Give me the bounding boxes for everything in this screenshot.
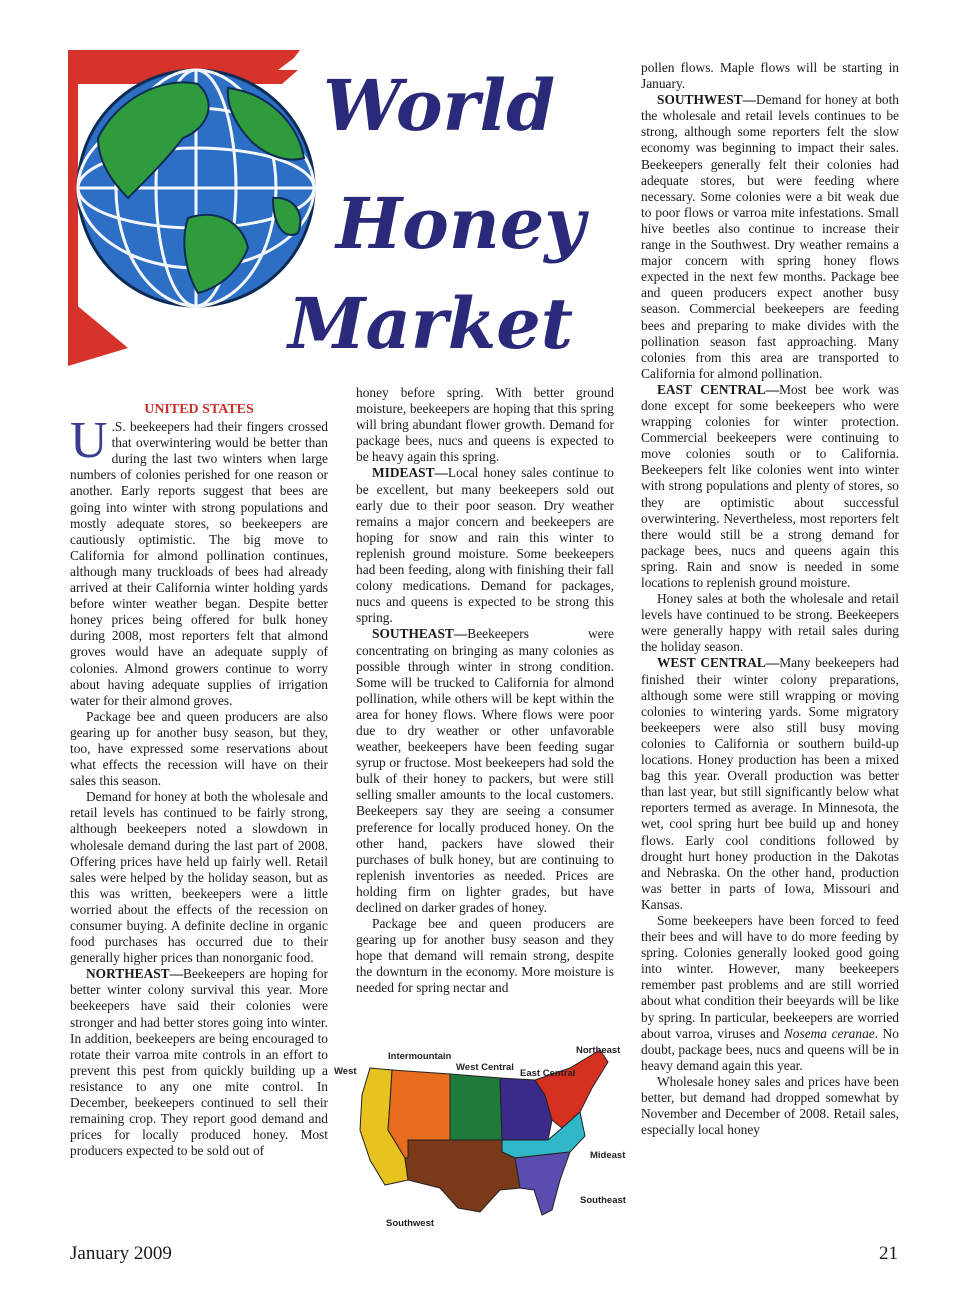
- section-heading: UNITED STATES: [144, 402, 254, 417]
- region-heading-southwest: SOUTHWEST—: [657, 92, 756, 108]
- map-label-intermountain: Intermountain: [388, 1051, 452, 1062]
- title-line-2: Honey: [336, 182, 585, 265]
- paragraph-text: . No doubt, package bees, nucs and queens will be in heavy demand again this year.: [641, 1025, 900, 1073]
- map-label-southwest: Southwest: [386, 1218, 435, 1229]
- map-region-southeast: [515, 1152, 570, 1215]
- globe-icon: [78, 70, 314, 306]
- paragraph: [641, 382, 899, 591]
- region-heading-northeast: NORTHEAST—: [86, 966, 184, 982]
- paragraph: honey before spring. With better ground moisture, beekeepers are hoping that this spring will bring abundant flower growth. Demand for package bees, nucs and queens is expected to be heavy again this spring.: [356, 385, 614, 465]
- paragraph: [70, 966, 328, 1159]
- paragraph: [641, 92, 899, 382]
- paragraph: [356, 465, 614, 626]
- region-heading-west-central: WEST CENTRAL—: [657, 655, 780, 671]
- drop-cap: U: [70, 412, 108, 470]
- paragraph: Package bee and queen producers are gearing up for another busy season and they hope that demand will remain strong, despite the downturn in the economy. More moisture is needed for spring nectar and: [356, 916, 614, 996]
- paragraph-text: .S. beekeepers had their fingers crossed that overwintering would be better than during the last two winters when large numbers of colonies perished for one reason or another. Early reports suggest that bees are going into winter with strong populations and mostly adequate stores, so beekeepers are cautiously optimistic. The big move to California for almond pollination continues, although many truckloads of bees had already arrived at their California winter holding yards before winter weather began. Despite better honey prices being offered for bulk honey during 2008, most reporters felt that almond groves would have an adequate supply of colonies. Almond growers continue to worry about having adequate supplies of irrigation water for their almond groves.: [70, 419, 328, 708]
- paragraph-text: Most bee work was done except for some beekeepers who were wrapping colonies for winter protection. Commercial beekeepers were continuing to move colonies south or to California. Beekeepers felt like colonies went into winter with strong populations and plenty of stores, so they are optimistic about successful overwintering. Nevertheless, most reporters felt there would still be a strong demand for package bees, nucs and queens again this spring. Rain and snow is needed in some locations to replenish ground moisture.: [641, 381, 899, 590]
- map-label-southeast: Southeast: [580, 1195, 626, 1206]
- paragraph: Demand for honey at both the wholesale and retail levels has continued to be fairly strong, although beekeepers noted a slowdown in wholesale demand during the last part of 2008. Offering prices have held up fairly well. Retail sales were helped by the holiday season, but as this was written, beekeepers were a little worried about the effects of the recession on consumer buying. A definite decline in organic food purchases has occurred due to their generally higher prices than nonorganic food.: [70, 789, 328, 966]
- paragraph: [356, 626, 614, 916]
- paragraph: Honey sales at both the wholesale and retail levels have continued to be strong. Beekeepers were generally happy with retail sales during the holiday season.: [641, 591, 899, 655]
- paragraph: Package bee and queen producers are also gearing up for another busy season, but they, too, have expressed some reservations about what effects the recession will have on their sales this season.: [70, 708, 328, 789]
- map-label-northeast: Northeast: [576, 1045, 621, 1056]
- page-number: 21: [879, 1243, 898, 1264]
- masthead: [68, 48, 628, 388]
- masthead-graphic: [68, 48, 628, 388]
- paragraph-text: Local honey sales continue to be excellent, but many beekeepers sold out early due to their poor season. Dry weather remains a major concern and beekeepers are hoping for snow and rain this winter to replenish ground moisture. Some beekeepers had been feeding, along with finishing their fall colony medications. Demand for packages, nucs and queens is expected to be strong this spring.: [356, 465, 614, 626]
- map-region-west-central: [450, 1074, 502, 1140]
- article-column-2: [356, 385, 614, 997]
- paragraph: [641, 655, 899, 913]
- species-name: Nosema ceranae: [783, 1025, 875, 1041]
- region-heading-southeast: SOUTHEAST—: [372, 626, 468, 642]
- article-column-3: [641, 60, 899, 1138]
- map-label-mideast: Mideast: [590, 1150, 626, 1161]
- red-arrow-tip: [68, 298, 128, 366]
- paragraph-text: Some beekeepers have been forced to feed their bees and will have to do more feeding by spring. Colonies generally looked good going into winter. However, many beekeepers remember past problems and are still worried about what condition their beeyards will be like by spring. In particular, beekeepers are worried about varroa, viruses and: [641, 912, 899, 1041]
- region-heading-east-central: EAST CENTRAL—: [657, 381, 780, 397]
- paragraph: Wholesale honey sales and prices have been better, but demand had dropped somewhat by November and December of 2008. Retail sales, especially local honey: [641, 1073, 899, 1138]
- paragraph-text: Beekeepers are hoping for better winter colony survival this year. More beekeepers have said their colonies were stronger and had better stores going into winter. In addition, beekeepers are being encouraged to rotate their varroa mite controls in an effort to prevent this pest from quickly building up a resistance to any one mite control. In December, beekeepers continued to sell their remaining crop. They report good demand and prices for locally produced honey. Most producers expected to be sold out of: [70, 966, 328, 1159]
- title-line-3: Market: [288, 282, 574, 365]
- title-line-1: World: [323, 64, 556, 147]
- footer-date: January 2009: [70, 1243, 172, 1264]
- us-regions-map: [330, 1040, 630, 1235]
- map-label-west: West: [334, 1066, 357, 1077]
- paragraph-text: Beekeepers were concentrating on bringing as many colonies as possible through winter in strong condition. Some will be trucked to California for almond pollination, while others will be kept within the area for honey flows. Where flows were poor due to dry weather or other unfavorable weather, beekeepers have been feeding sugar syrup or fructose. Most beekeepers had sold the bulk of their honey to packers, but were still selling smaller amounts to the local customers. Beekeepers say they are seeing a consumer preference for locally produced honey. On the other hand, packers have slowed their purchases of bulk honey, but are continuing to replenish inventories as needed. Prices are holding firm on lighter grades, but have declined on darker grades of honey.: [356, 626, 614, 915]
- article-column-1: [70, 402, 328, 1159]
- region-heading-mideast: MIDEAST—: [372, 465, 448, 481]
- paragraph-text: Demand for honey at both the wholesale and retail levels continues to be strong, although some reporters felt the slow economy was beginning to impact their sales. Beekeepers generally felt their colonies had adequate stores, but were feeding where necessary. Some colonies were a bit weak due to poor flows or varroa mite infestations. Small hive beetles also continue to increase their range in the Southwest. Dry weather remains a major concern with spring honey flows expected in the next few months. Package bee and queen producers expect another busy season. Commercial beekeepers are feeding bees and preparing to make divides with the pollination season fast approaching. Many colonies from this area are transported to California for almond pollination.: [641, 92, 899, 381]
- paragraph-text: Many beekeepers had finished their winter colony preparations, although some were still wrapping or moving colonies to wintering yards. Some migratory beekeepers were also still busy moving colonies to California or southern build-up locations. Honey production has been a mixed bag this year. Overall production was better than last year, but still significantly below what reporters termed as average. In Minnesota, the wet, cool spring hurt bee build up and honey flows. Early cool conditions followed by drought hurt honey production in the Dakotas and Nebraska. On the other hand, production was better in parts of Iowa, Missouri and Kansas.: [641, 655, 899, 912]
- map-label-east-central: East Central: [520, 1068, 576, 1079]
- paragraph: [70, 412, 328, 709]
- map-label-west-central: West Central: [456, 1062, 514, 1073]
- paragraph: pollen flows. Maple flows will be starting in January.: [641, 60, 899, 92]
- paragraph: [641, 913, 899, 1074]
